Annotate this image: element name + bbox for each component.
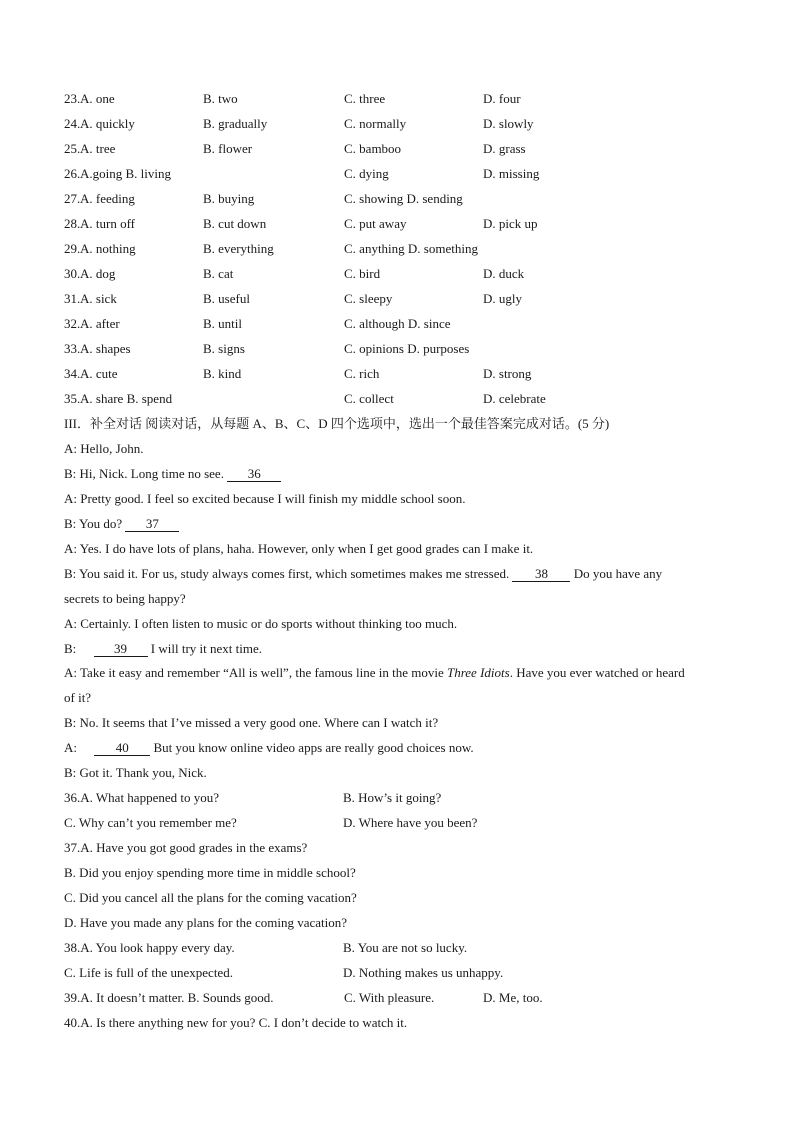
dialogue-text: B:: [64, 641, 80, 656]
option-38a[interactable]: 38.A. You look happy every day.: [64, 940, 235, 955]
question-number: 34.: [64, 366, 81, 381]
option-37d[interactable]: D. Have you made any plans for the coming vacation?: [64, 915, 348, 930]
option-b[interactable]: B. two: [203, 91, 238, 106]
option-d[interactable]: D. duck: [483, 266, 525, 281]
option-36a[interactable]: 36.A. What happened to you?: [64, 790, 219, 805]
option-c[interactable]: C. three: [344, 91, 386, 106]
option-d[interactable]: D. celebrate: [483, 391, 546, 406]
option-a[interactable]: A. cute: [80, 366, 118, 381]
question-number: 35.: [64, 391, 81, 406]
dialogue-line: secrets to being happy?: [64, 591, 186, 606]
answer-blank-36[interactable]: 36: [227, 467, 281, 482]
section-3-title: III．补全对话 阅读对话，从每题 A、B、C、D 四个选项中，选出一个最佳答案完成对话。(5 分): [64, 416, 610, 431]
dialogue-text: B: You said it. For us, study always comes first, which sometimes makes me stressed.: [64, 566, 513, 581]
option-d[interactable]: D. missing: [483, 166, 540, 181]
option-b[interactable]: B. signs: [203, 341, 245, 356]
dialogue-line: B: No. It seems that I’ve missed a very good one. Where can I watch it?: [64, 715, 439, 730]
option-c[interactable]: C. bird: [344, 266, 381, 281]
dialogue-text: B: You do?: [64, 516, 126, 531]
dialogue-text: I will try it next time.: [147, 641, 263, 656]
option-d[interactable]: D. pick up: [483, 216, 538, 231]
dialogue-text: A:: [64, 740, 81, 755]
option-a[interactable]: A. shapes: [80, 341, 131, 356]
option-36b[interactable]: B. How’s it going?: [343, 790, 442, 805]
dialogue-text: Do you have any: [570, 566, 663, 581]
option-b[interactable]: B. kind: [203, 366, 242, 381]
option-38d[interactable]: D. Nothing makes us unhappy.: [343, 965, 504, 980]
option-37c[interactable]: C. Did you cancel all the plans for the coming vacation?: [64, 890, 357, 905]
movie-title: Three Idiots: [446, 665, 510, 680]
option-b[interactable]: B. buying: [203, 191, 255, 206]
dialogue-text: . Have you ever watched or heard: [509, 665, 685, 680]
question-number: 25.: [64, 141, 81, 156]
option-b[interactable]: B. cut down: [203, 216, 267, 231]
question-number: 23.: [64, 91, 81, 106]
option-c[interactable]: C. rich: [344, 366, 380, 381]
option-d[interactable]: D. grass: [483, 141, 526, 156]
option-39ab[interactable]: 39.A. It doesn’t matter. B. Sounds good.: [64, 990, 274, 1005]
option-c[interactable]: C. although D. since: [344, 316, 451, 331]
dialogue-line: A: Hello, John.: [64, 441, 144, 456]
option-40[interactable]: 40.A. Is there anything new for you? C. I don’t decide to watch it.: [64, 1015, 408, 1030]
option-d[interactable]: D. ugly: [483, 291, 522, 306]
option-a[interactable]: A. one: [80, 91, 115, 106]
option-a[interactable]: A. share B. spend: [80, 391, 173, 406]
question-number: 28.: [64, 216, 81, 231]
dialogue-line: B: Got it. Thank you, Nick.: [64, 765, 207, 780]
option-b[interactable]: B. useful: [203, 291, 250, 306]
dialogue-line: [64, 516, 179, 532]
answer-blank-40[interactable]: 40: [94, 741, 150, 756]
dialogue-line: A: Yes. I do have lots of plans, haha. However, only when I get good grades can I make it.: [64, 541, 534, 556]
option-c[interactable]: C. opinions D. purposes: [344, 341, 470, 356]
option-a[interactable]: A. turn off: [80, 216, 136, 231]
question-number: 27.: [64, 191, 81, 206]
option-c[interactable]: C. anything D. something: [344, 241, 478, 256]
option-a[interactable]: A. sick: [80, 291, 117, 306]
answer-blank-38[interactable]: 38: [512, 567, 570, 582]
question-number: 26.: [64, 166, 81, 181]
option-d[interactable]: D. strong: [483, 366, 532, 381]
dialogue-line: [64, 641, 262, 657]
option-39d[interactable]: D. Me, too.: [483, 990, 543, 1005]
dialogue-line: A: Pretty good. I feel so excited because I will finish my middle school soon.: [64, 491, 466, 506]
option-a[interactable]: A.going B. living: [80, 166, 172, 181]
option-a[interactable]: A. nothing: [80, 241, 136, 256]
answer-blank-37[interactable]: 37: [125, 517, 179, 532]
option-d[interactable]: D. slowly: [483, 116, 534, 131]
option-37a[interactable]: 37.A. Have you got good grades in the exams?: [64, 840, 308, 855]
option-c[interactable]: C. sleepy: [344, 291, 393, 306]
dialogue-line: [64, 466, 281, 482]
option-a[interactable]: A. dog: [80, 266, 116, 281]
answer-blank-39[interactable]: 39: [94, 642, 148, 657]
option-36d[interactable]: D. Where have you been?: [343, 815, 478, 830]
option-b[interactable]: B. flower: [203, 141, 253, 156]
dialogue-text: A: Take it easy and remember “All is well”, the famous line in the movie: [64, 665, 447, 680]
option-a[interactable]: A. after: [80, 316, 120, 331]
dialogue-line: [64, 665, 685, 681]
option-c[interactable]: C. bamboo: [344, 141, 402, 156]
option-38b[interactable]: B. You are not so lucky.: [343, 940, 468, 955]
option-b[interactable]: B. everything: [203, 241, 274, 256]
question-number: 29.: [64, 241, 81, 256]
option-a[interactable]: A. feeding: [80, 191, 135, 206]
option-38c[interactable]: C. Life is full of the unexpected.: [64, 965, 233, 980]
option-36c[interactable]: C. Why can’t you remember me?: [64, 815, 237, 830]
dialogue-text: But you know online video apps are really good choices now.: [150, 740, 474, 755]
option-b[interactable]: B. gradually: [203, 116, 268, 131]
option-a[interactable]: A. tree: [80, 141, 116, 156]
option-c[interactable]: C. collect: [344, 391, 394, 406]
dialogue-text: B: Hi, Nick. Long time no see.: [64, 466, 228, 481]
question-number: 33.: [64, 341, 81, 356]
question-number: 24.: [64, 116, 81, 131]
option-c[interactable]: C. showing D. sending: [344, 191, 463, 206]
option-37b[interactable]: B. Did you enjoy spending more time in middle school?: [64, 865, 356, 880]
option-b[interactable]: B. cat: [203, 266, 234, 281]
dialogue-line: [64, 566, 662, 582]
dialogue-line: [64, 740, 474, 756]
option-c[interactable]: C. put away: [344, 216, 407, 231]
question-number: 30.: [64, 266, 81, 281]
option-c[interactable]: C. normally: [344, 116, 407, 131]
option-39c[interactable]: C. With pleasure.: [344, 990, 435, 1005]
question-number: 32.: [64, 316, 81, 331]
question-number: 31.: [64, 291, 81, 306]
dialogue-line: A: Certainly. I often listen to music or do sports without thinking too much.: [64, 616, 458, 631]
option-c[interactable]: C. dying: [344, 166, 389, 181]
dialogue-line: of it?: [64, 690, 92, 705]
option-a[interactable]: A. quickly: [80, 116, 135, 131]
option-b[interactable]: B. until: [203, 316, 243, 331]
option-d[interactable]: D. four: [483, 91, 521, 106]
